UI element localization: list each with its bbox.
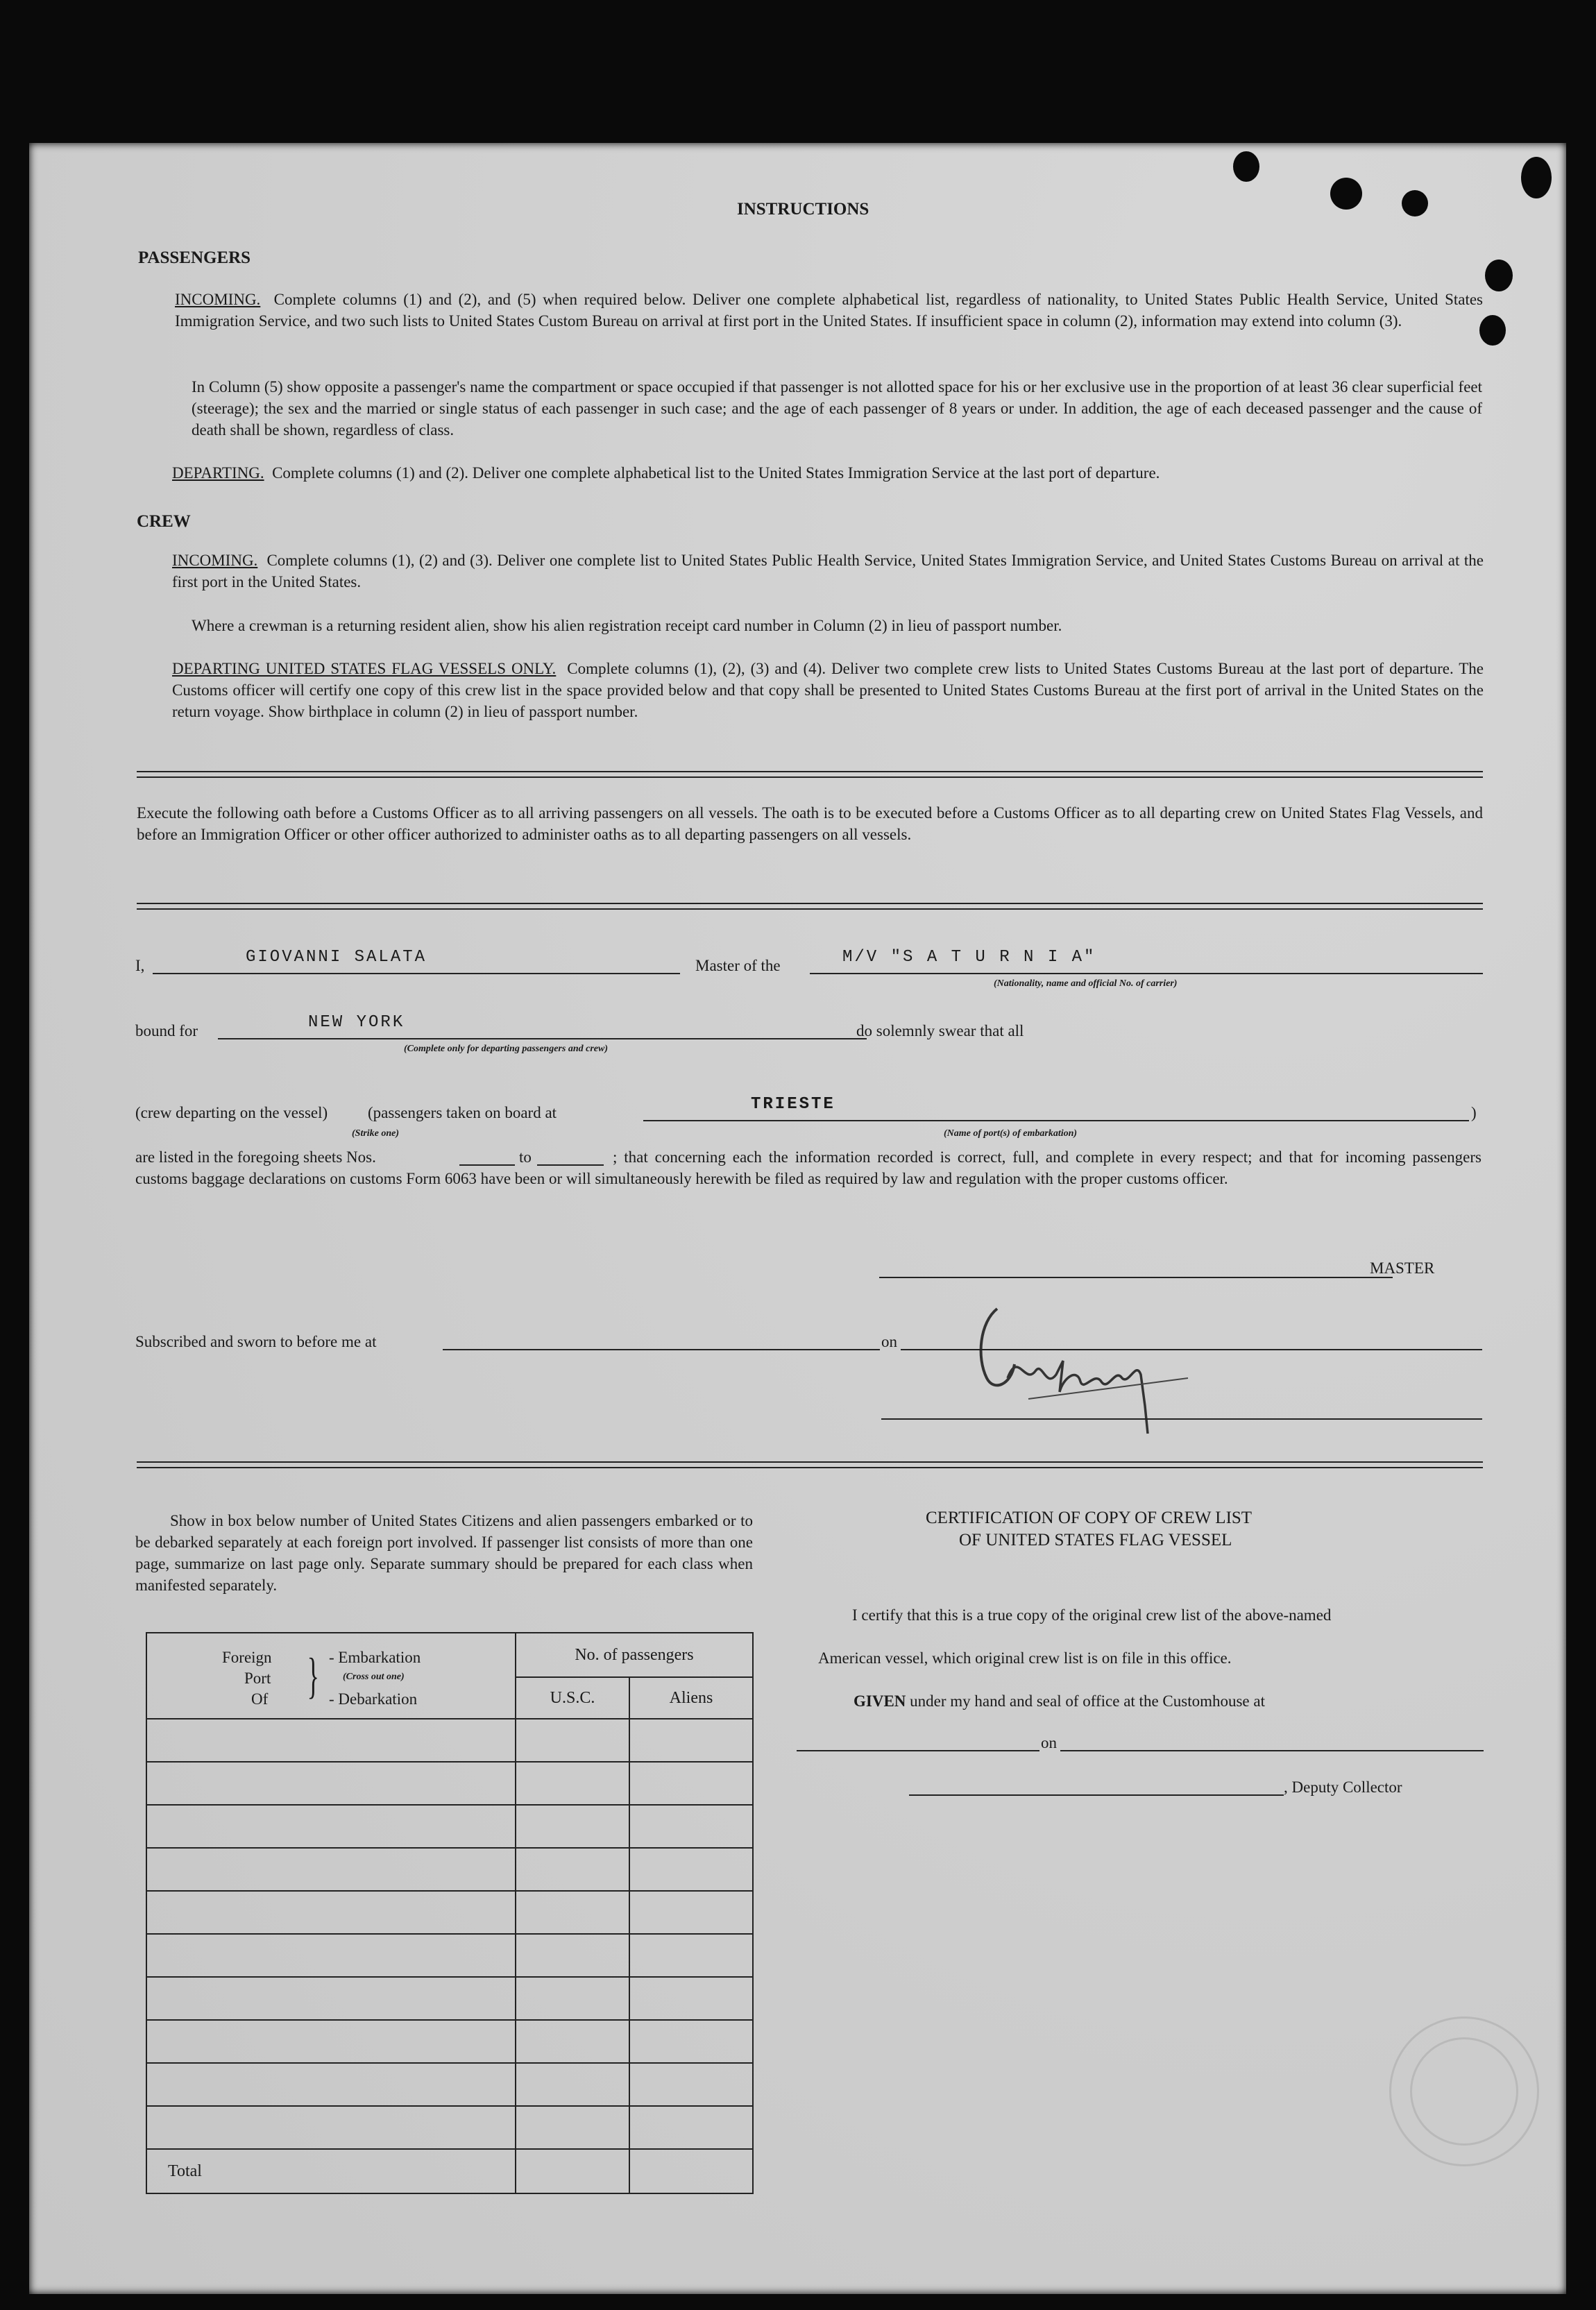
- passengers-column5-paragraph: In Column (5) show opposite a passenger's name the compartment or space occupied if that passenger is not allotted space for his or her exclusive use in the proportion of at least 36 clear superficial feet (steerage); the sex and the married or single status of each passenger in such case; and the age of each passenger of 8 years or under. In addition, the age of each deceased passenger and the cause of death shall be shown, regardless of class.: [192, 378, 1482, 439]
- cert-on-label: on: [1041, 1734, 1057, 1751]
- subscribed-label: Subscribed and sworn to before me at: [135, 1333, 377, 1350]
- to-label: to: [519, 1148, 532, 1166]
- passengers-departing-label: DEPARTING.: [172, 464, 264, 482]
- no-passengers-header: No. of passengers: [516, 1633, 753, 1677]
- crew-departing-label: (crew departing on the vessel): [135, 1104, 328, 1121]
- punch-hole: [1330, 178, 1362, 210]
- punch-hole: [1479, 315, 1506, 346]
- master-signature: [959, 1295, 1223, 1454]
- aliens-cell[interactable]: [629, 1977, 753, 2020]
- sworn-on-label: on: [881, 1333, 897, 1350]
- cross-out-caption: (Cross out one): [343, 1672, 405, 1682]
- sheets-rest-text: ; that concerning each the information recorded is correct, full, and complete in every respect; and that for incoming passengers customs baggage declarations on customs Form 6063 have been or will simultaneously herewith be filed as required by law and regulation with the proper customs officer.: [135, 1148, 1482, 1187]
- aliens-cell[interactable]: [629, 1762, 753, 1805]
- certification-title-2: OF UNITED STATES FLAG VESSEL: [959, 1531, 1232, 1549]
- master-signature-line: [879, 1277, 1393, 1278]
- given-text: under my hand and seal of office at the Customhouse at: [910, 1692, 1265, 1710]
- passengers-departing-paragraph: [172, 462, 1484, 484]
- port-cell[interactable]: [146, 1719, 516, 1762]
- count-row: [146, 1934, 753, 1977]
- port-cell[interactable]: [146, 1891, 516, 1934]
- form-page: [29, 143, 1566, 2294]
- passengers-departing-text: Complete columns (1) and (2). Deliver one complete alphabetical list to the United States Immigration Service at the last port of departure.: [272, 464, 1160, 482]
- bound-for-label: bound for: [135, 1022, 198, 1039]
- swear-label: do solemnly swear that all: [856, 1022, 1024, 1039]
- crew-incoming-text: Complete columns (1), (2) and (3). Deliver one complete list to United States Public Health Service, United States Immigration Service, and United States Customs Bureau on arrival at the first port in the United States.: [172, 552, 1484, 591]
- crew-departing-text: Complete columns (1), (2), (3) and (4). Deliver two complete crew lists to United States Customs Bureau at the last port of departure. The Customs officer will certify one copy of this crew list in the space provided below and that copy shall be presented to United States Customs Bureau at the first port of arrival in the United States on the return voyage. Show birthplace in column (2) in lieu of passport number.: [172, 660, 1484, 720]
- usc-cell[interactable]: [516, 1891, 629, 1934]
- punch-hole: [1485, 260, 1513, 291]
- section-divider: [137, 771, 1483, 778]
- total-usc-cell[interactable]: [516, 2149, 629, 2193]
- master-name-value[interactable]: GIOVANNI SALATA: [246, 948, 427, 967]
- certification-title-1: CERTIFICATION OF COPY OF CREW LIST: [926, 1509, 1253, 1527]
- usc-cell[interactable]: [516, 2020, 629, 2063]
- usc-cell[interactable]: [516, 1719, 629, 1762]
- usc-cell[interactable]: [516, 1934, 629, 1977]
- count-row: [146, 1977, 753, 2020]
- destination-caption: (Complete only for departing passengers and crew): [404, 1044, 608, 1054]
- close-paren: ): [1471, 1104, 1477, 1121]
- crew-departing-label: DEPARTING UNITED STATES FLAG VESSELS ONLY.: [172, 660, 557, 677]
- section-divider: [137, 1461, 1483, 1468]
- usc-cell[interactable]: [516, 2063, 629, 2106]
- customhouse-line: [797, 1750, 1039, 1751]
- crew-resident-paragraph: Where a crewman is a returning resident alien, show his alien registration receipt card number in Column (2) in lieu of passport number.: [192, 617, 1062, 634]
- port-cell[interactable]: [146, 1762, 516, 1805]
- oath-intro: Execute the following oath before a Customs Officer as to all arriving passengers on all vessels. The oath is to be executed before a Customs Officer as to all departing crew on United States Flag Vessels, and before an Immigration Officer or other officer authorized to administer oaths as to all departing passengers on all vessels.: [137, 804, 1483, 843]
- given-line: [854, 1690, 1265, 1712]
- port-line: [643, 1120, 1469, 1121]
- crew-heading: CREW: [137, 512, 191, 531]
- usc-header: U.S.C.: [516, 1677, 629, 1719]
- passengers-incoming-text: Complete columns (1) and (2), and (5) when required below. Deliver one complete alphabetical list, regardless of nationality, to United States Public Health Service, United States Immigration Service, and two such lists to United States Custom Bureau on arrival at first port in the United States. If insufficient space in column (2), information may extend into column (3).: [175, 291, 1484, 330]
- port-cell[interactable]: [146, 1977, 516, 2020]
- total-label: Total: [168, 2162, 202, 2180]
- officer-signature-line: [881, 1418, 1482, 1420]
- strike-caption: (Strike one): [352, 1128, 400, 1139]
- port-label: Port: [244, 1670, 271, 1687]
- aliens-cell[interactable]: [629, 2020, 753, 2063]
- brace-icon: }: [307, 1648, 319, 1704]
- port-caption: (Name of port(s) of embarkation): [944, 1128, 1078, 1139]
- embarkation-label: - Embarkation: [329, 1649, 421, 1666]
- passenger-count-table: [146, 1632, 754, 2194]
- sworn-date-line: [901, 1349, 1482, 1350]
- port-cell[interactable]: [146, 1848, 516, 1891]
- aliens-cell[interactable]: [629, 1891, 753, 1934]
- aliens-header: Aliens: [629, 1677, 753, 1719]
- given-label: GIVEN: [854, 1692, 906, 1710]
- count-row: [146, 1805, 753, 1848]
- passengers-taken-label: (passengers taken on board at: [368, 1104, 557, 1121]
- master-label: MASTER: [1370, 1259, 1435, 1277]
- deputy-label: , Deputy Collector: [1284, 1778, 1402, 1796]
- section-divider: [137, 903, 1483, 910]
- sworn-place-line: [443, 1349, 880, 1350]
- usc-cell[interactable]: [516, 1805, 629, 1848]
- crew-incoming-paragraph: [172, 550, 1484, 593]
- vessel-line: [810, 973, 1483, 974]
- punch-hole: [1233, 151, 1259, 182]
- usc-cell[interactable]: [516, 2106, 629, 2149]
- aliens-cell[interactable]: [629, 2106, 753, 2149]
- port-cell[interactable]: [146, 2106, 516, 2149]
- crew-incoming-label: INCOMING.: [172, 552, 258, 569]
- i-label: I,: [135, 957, 145, 974]
- instructions-title: INSTRUCTIONS: [737, 200, 869, 219]
- crew-departing-paragraph: [172, 658, 1484, 722]
- total-row: [146, 2149, 753, 2193]
- aliens-cell[interactable]: [629, 2063, 753, 2106]
- passengers-incoming-label: INCOMING.: [175, 291, 261, 308]
- total-label-cell: [146, 2149, 516, 2193]
- passengers-incoming-paragraph: [175, 289, 1483, 332]
- of-label: Of: [251, 1690, 269, 1708]
- aliens-cell[interactable]: [629, 1848, 753, 1891]
- faint-seal: [1410, 2037, 1518, 2146]
- count-row: [146, 1848, 753, 1891]
- usc-cell[interactable]: [516, 1848, 629, 1891]
- count-row: [146, 1891, 753, 1934]
- aliens-cell[interactable]: [629, 1805, 753, 1848]
- port-cell[interactable]: [146, 2020, 516, 2063]
- aliens-cell[interactable]: [629, 1934, 753, 1977]
- destination-line: [218, 1038, 867, 1039]
- debarkation-label: - Debarkation: [329, 1690, 418, 1708]
- vessel-value[interactable]: M/V "S A T U R N I A": [842, 948, 1096, 967]
- port-cell[interactable]: [146, 1934, 516, 1977]
- vessel-caption: (Nationality, name and official No. of carrier): [994, 978, 1178, 989]
- count-row: [146, 2063, 753, 2106]
- count-row: [146, 2020, 753, 2063]
- port-cell[interactable]: [146, 2063, 516, 2106]
- foreign-label: Foreign: [222, 1649, 272, 1666]
- sheets-label: are listed in the foregoing sheets Nos.: [135, 1148, 376, 1166]
- aliens-cell[interactable]: [629, 1719, 753, 1762]
- summary-text: Show in box below number of United States Citizens and alien passengers embarked or to be debarked separately at each foreign port involved. If passenger list consists of more than one page, summarize on last page only. Separate summary should be prepared for each class when manifested separately.: [135, 1512, 753, 1594]
- punch-hole: [1402, 190, 1428, 216]
- count-row: [146, 1719, 753, 1762]
- count-row: [146, 2106, 753, 2149]
- foreign-port-header: [146, 1633, 516, 1719]
- port-cell[interactable]: [146, 1805, 516, 1848]
- deputy-signature-line: [909, 1794, 1284, 1796]
- certify-text-1: I certify that this is a true copy of the original crew list of the above-named: [852, 1606, 1332, 1624]
- passengers-heading: PASSENGERS: [138, 248, 251, 267]
- usc-cell[interactable]: [516, 1977, 629, 2020]
- port-value[interactable]: TRIESTE: [751, 1095, 835, 1114]
- master-name-line: [153, 973, 680, 974]
- certify-text-2: American vessel, which original crew list is on file in this office.: [818, 1649, 1232, 1667]
- cert-date-line: [1060, 1750, 1484, 1751]
- destination-value[interactable]: NEW YORK: [308, 1013, 405, 1032]
- total-aliens-cell[interactable]: [629, 2149, 753, 2193]
- passenger-count-rows: [146, 1719, 753, 2149]
- master-of-label: Master of the: [695, 957, 781, 974]
- count-row: [146, 1762, 753, 1805]
- punch-hole: [1521, 157, 1552, 198]
- usc-cell[interactable]: [516, 1762, 629, 1805]
